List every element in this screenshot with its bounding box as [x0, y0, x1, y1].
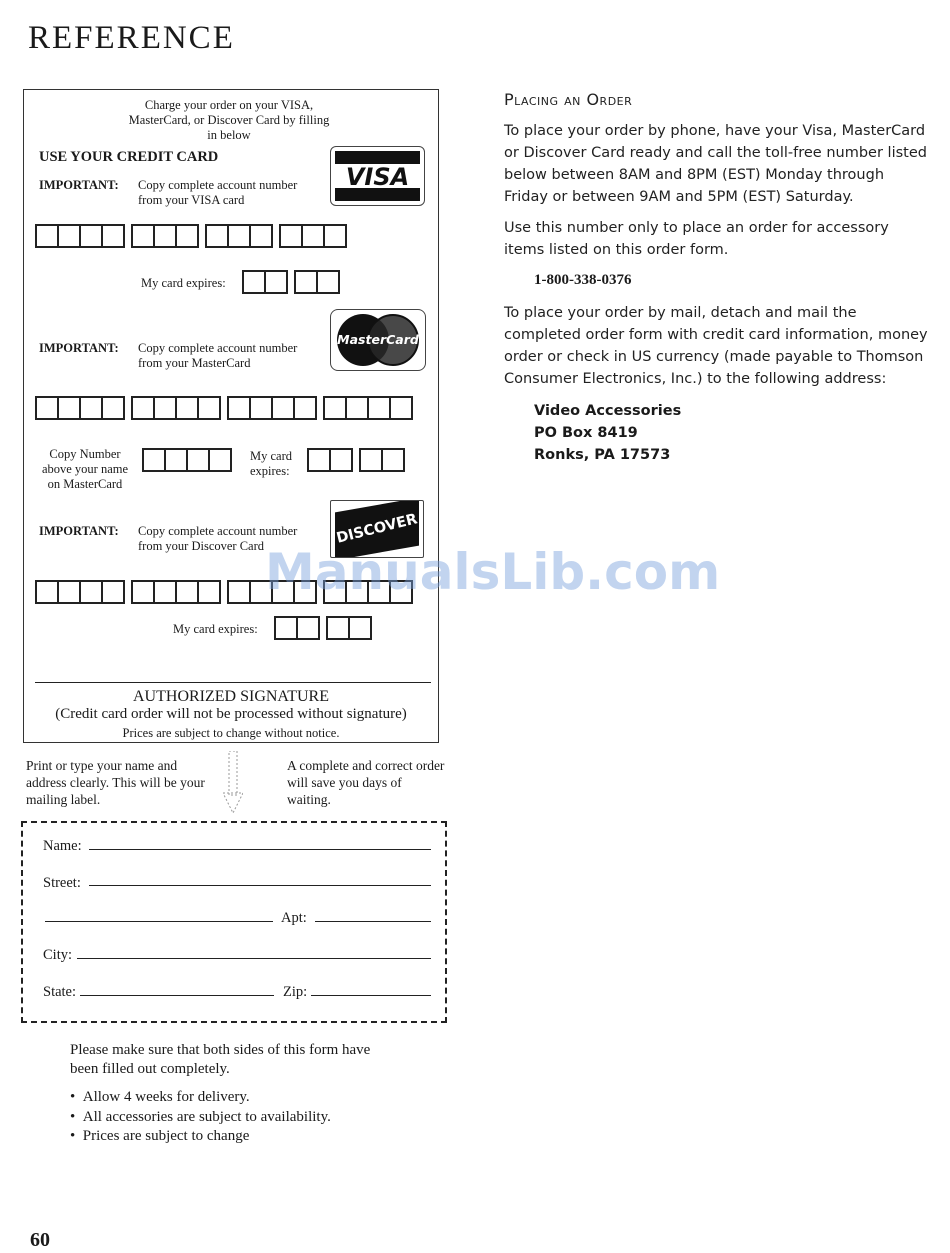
apt-label: Apt:: [281, 910, 307, 926]
city-label: City:: [43, 947, 73, 963]
page-title: REFERENCE: [28, 20, 235, 56]
discover-expires-label: My card expires:: [173, 622, 258, 636]
delivery-notes: [70, 1088, 331, 1147]
phone-order-paragraph: To place your order by phone, have your Visa, MasterCard or Discover Card ready and call the toll-free number listed below between 8AM and 8PM (EST) Monday through Friday or between 9AM and 5PM (EST) Saturday.: [504, 123, 927, 205]
state-label: State:: [43, 984, 77, 1000]
phone-number: 1-800-338-0376: [534, 272, 632, 288]
list-item: • All accessories are subject to availability.: [70, 1108, 331, 1125]
street-line-2-field[interactable]: [45, 921, 273, 922]
mc-expiry-input[interactable]: [307, 448, 405, 472]
list-item: • Prices are subject to change: [70, 1128, 250, 1144]
visa-logo-text: VISA: [345, 163, 410, 191]
discover-logo-text: DISCOVER: [334, 511, 420, 547]
mc-expires-label: My card expires:: [250, 449, 292, 478]
name-field[interactable]: [89, 849, 431, 850]
placing-order-heading: Placing an Order: [504, 90, 633, 109]
down-arrow-icon: [223, 751, 243, 815]
visa-instruction: Copy complete account number from your VISA card: [138, 178, 298, 207]
signature-label: AUTHORIZED SIGNATURE: [133, 688, 329, 705]
mailing-right-note: A complete and correct order will save you days of waiting.: [287, 758, 445, 807]
signature-line[interactable]: [35, 682, 431, 683]
visa-expires-label: My card expires:: [141, 276, 226, 290]
watermark: ManualsLib.com: [265, 543, 721, 601]
visa-expiry-input[interactable]: [242, 270, 340, 294]
street-field[interactable]: [89, 885, 431, 886]
price-note: Prices are subject to change without notice.: [122, 726, 340, 740]
mc-copy-number-label: Copy Number above your name on MasterCard: [41, 447, 129, 491]
street-label: Street:: [43, 875, 81, 891]
mailing-label-box: [21, 821, 447, 1023]
address-line: Video Accessories: [534, 403, 682, 419]
zip-field[interactable]: [311, 995, 431, 996]
mastercard-logo: [330, 309, 426, 371]
list-item: • Allow 4 weeks for delivery.: [70, 1089, 250, 1105]
visa-account-number[interactable]: [35, 224, 347, 248]
credit-card-form: [23, 89, 439, 743]
card-intro: Charge your order on your VISA, MasterCard, or Discover Card by filling in below: [128, 98, 330, 142]
address-line: Ronks, PA 17573: [534, 447, 671, 463]
state-field[interactable]: [80, 995, 274, 996]
visa-important-label: IMPORTANT:: [39, 178, 119, 192]
discover-important-label: IMPORTANT:: [39, 524, 119, 538]
zip-label: Zip:: [283, 984, 308, 1000]
number-usage-paragraph: Use this number only to place an order for accessory items listed on this order form.: [504, 220, 889, 258]
mailing-address: [534, 400, 681, 466]
address-line: PO Box 8419: [534, 425, 638, 441]
mastercard-logo-text: MasterCard: [337, 332, 419, 347]
mc-account-number[interactable]: [35, 396, 413, 420]
mailing-left-note: Print or type your name and address clearly. This will be your mailing label.: [26, 758, 205, 807]
completion-note: Please make sure that both sides of this form have been filled out completely.: [70, 1042, 371, 1077]
mc-instruction: Copy complete account number from your MasterCard: [138, 341, 298, 370]
visa-logo: [330, 146, 425, 206]
page-number: 60: [30, 1229, 50, 1251]
city-field[interactable]: [77, 958, 431, 959]
apt-field[interactable]: [315, 921, 431, 922]
signature-note: (Credit card order will not be processed without signature): [55, 706, 407, 722]
discover-instruction: Copy complete account number from your Discover Card: [138, 524, 298, 553]
discover-expiry-input[interactable]: [274, 616, 372, 640]
name-label: Name:: [43, 838, 82, 854]
card-heading: USE YOUR CREDIT CARD: [39, 149, 219, 165]
mail-order-paragraph: To place your order by mail, detach and mail the completed order form with credit card information, money order or check in US currency (made payable to Thomson Consumer Electronics, Inc.) to the following address:: [504, 305, 928, 387]
mc-important-label: IMPORTANT:: [39, 341, 119, 355]
mc-copy-number-input[interactable]: [142, 448, 232, 472]
